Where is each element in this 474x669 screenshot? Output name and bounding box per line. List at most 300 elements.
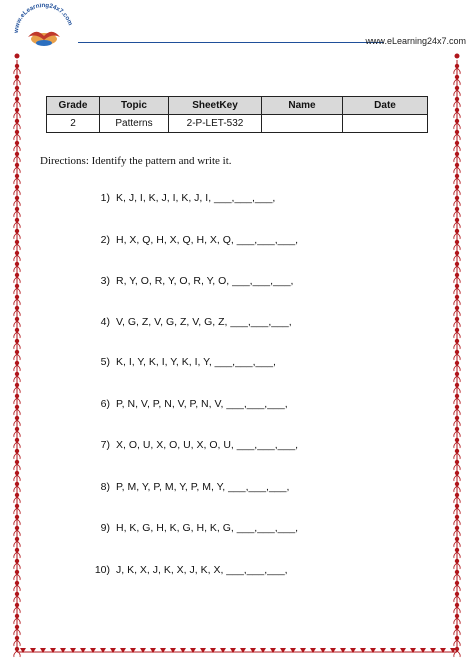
sheetkey-value: 2-P-LET-532 <box>169 115 262 133</box>
border-ornament <box>14 398 17 404</box>
border-ornament <box>454 332 457 338</box>
border-ornament <box>457 618 460 624</box>
border-ornament <box>17 123 20 129</box>
border-ornament <box>17 299 20 305</box>
question-text: K, J, I, K, J, I, K, J, I, ___,___,___, <box>116 192 276 204</box>
border-ornament <box>454 123 457 129</box>
border-ornament <box>457 420 460 426</box>
border-ornament <box>410 648 416 653</box>
elearning-logo <box>10 3 78 53</box>
border-ornament <box>14 134 17 140</box>
border-ornament <box>455 152 459 156</box>
border-ornament <box>454 288 457 294</box>
question-2 <box>80 234 298 246</box>
border-ornament <box>17 508 20 514</box>
svg-text:www.eLearning24x7.com <box>13 3 74 34</box>
border-ornament <box>40 648 46 653</box>
border-ornament <box>457 541 460 547</box>
border-ornament <box>457 574 460 580</box>
header-sheetkey: SheetKey <box>169 97 262 115</box>
border-ornament <box>17 486 20 492</box>
logo-icon <box>10 3 78 53</box>
border-ornament <box>455 570 459 574</box>
border-ornament <box>454 541 457 547</box>
border-ornament <box>150 648 156 653</box>
border-ornament <box>17 365 20 371</box>
border-ornament <box>440 648 446 653</box>
border-ornament <box>320 648 326 653</box>
border-ornament <box>455 614 459 618</box>
border-ornament <box>457 211 460 217</box>
border-ornament <box>17 409 20 415</box>
border-ornament <box>240 648 246 653</box>
date-field[interactable] <box>343 115 428 133</box>
border-ornament <box>457 244 460 250</box>
border-ornament <box>455 339 459 343</box>
border-ornament <box>17 200 20 206</box>
border-ornament <box>60 648 66 653</box>
border-ornament <box>14 486 17 492</box>
border-ornament <box>457 387 460 393</box>
border-ornament <box>14 343 17 349</box>
border-ornament <box>100 648 106 653</box>
border-ornament <box>17 156 20 162</box>
border-ornament <box>14 112 17 118</box>
border-ornament <box>455 504 459 508</box>
border-ornament <box>457 607 460 613</box>
question-text: P, N, V, P, N, V, P, N, V, ___,___,___, <box>116 398 288 410</box>
border-ornament <box>457 651 460 657</box>
border-ornament <box>455 240 459 244</box>
border-ornament <box>15 625 19 629</box>
border-ornament <box>14 574 17 580</box>
border-ornament <box>455 515 459 519</box>
border-ornament <box>110 648 116 653</box>
border-ornament <box>17 574 20 580</box>
border-ornament <box>14 563 17 569</box>
border-ornament <box>330 648 336 653</box>
border-ornament <box>14 585 17 591</box>
border-ornament <box>17 431 20 437</box>
border-ornament <box>14 332 17 338</box>
border-ornament <box>457 486 460 492</box>
border-ornament <box>455 97 459 101</box>
border-ornament <box>454 134 457 140</box>
border-ornament <box>17 343 20 349</box>
border-ornament <box>455 108 459 112</box>
border-ornament <box>350 648 356 653</box>
border-ornament <box>14 178 17 184</box>
border-ornament <box>15 273 19 277</box>
border-ornament <box>15 141 19 145</box>
border-ornament <box>455 196 459 200</box>
border-ornament <box>15 438 19 442</box>
question-number: 8) <box>100 481 110 493</box>
border-ornament <box>17 552 20 558</box>
border-ornament <box>170 648 176 653</box>
border-ornament <box>400 648 406 653</box>
border-ornament <box>17 178 20 184</box>
border-ornament <box>17 68 20 74</box>
border-ornament <box>457 409 460 415</box>
border-ornament <box>210 648 216 653</box>
border-ornament <box>17 629 20 635</box>
border-ornament <box>454 629 457 635</box>
border-ornament <box>454 376 457 382</box>
border-ornament <box>17 640 20 646</box>
border-ornament <box>454 310 457 316</box>
border-ornament <box>455 207 459 211</box>
border-ornament <box>15 64 19 68</box>
border-ornament <box>15 229 19 233</box>
border-ornament <box>140 648 146 653</box>
border-ornament <box>50 648 56 653</box>
border-ornament <box>14 222 17 228</box>
question-number: 2) <box>100 234 110 246</box>
border-ornament <box>454 112 457 118</box>
border-ornament <box>280 648 286 653</box>
border-ornament <box>454 519 457 525</box>
border-ornament <box>17 189 20 195</box>
question-number: 5) <box>100 356 110 368</box>
border-ornament <box>454 222 457 228</box>
border-ornament <box>455 361 459 365</box>
border-ornament <box>14 365 17 371</box>
border-ornament <box>454 475 457 481</box>
border-ornament <box>14 629 17 635</box>
border-ornament <box>454 596 457 602</box>
border-ornament <box>15 471 19 475</box>
border-ornament <box>455 251 459 255</box>
question-text: H, K, G, H, K, G, H, K, G, ___,___,___, <box>116 522 299 534</box>
border-ornament <box>190 648 196 653</box>
border-ornament <box>17 332 20 338</box>
border-ornament <box>454 486 457 492</box>
border-ornament <box>455 559 459 563</box>
border-ornament <box>17 607 20 613</box>
border-ornament <box>15 130 19 134</box>
border-ornament <box>455 471 459 475</box>
question-3 <box>80 275 293 287</box>
border-ornament <box>17 530 20 536</box>
border-ornament <box>455 350 459 354</box>
border-ornament <box>14 90 17 96</box>
border-ornament <box>14 387 17 393</box>
border-ornament <box>17 145 20 151</box>
border-ornament <box>17 167 20 173</box>
border-ornament <box>17 233 20 239</box>
question-7 <box>80 439 298 451</box>
border-ornament <box>15 548 19 552</box>
border-ornament <box>14 596 17 602</box>
border-ornament <box>455 372 459 376</box>
name-field[interactable] <box>262 115 343 133</box>
border-ornament <box>14 233 17 239</box>
border-ornament <box>14 530 17 536</box>
question-text: V, G, Z, V, G, Z, V, G, Z, ___,___,___, <box>116 316 292 328</box>
border-ornament <box>455 636 459 640</box>
border-ornament <box>17 618 20 624</box>
border-ornament <box>310 648 316 653</box>
grade-value: 2 <box>47 115 100 133</box>
border-ornament <box>15 537 19 541</box>
border-ornament <box>455 482 459 486</box>
border-ornament <box>454 354 457 360</box>
border-ornament <box>457 552 460 558</box>
border-ornament <box>14 651 17 657</box>
border-ornament <box>15 119 19 123</box>
border-ornament <box>455 130 459 134</box>
question-text: J, K, X, J, K, X, J, K, X, ___,___,___, <box>116 564 288 576</box>
border-ornament <box>454 178 457 184</box>
border-ornament <box>454 101 457 107</box>
border-ornament <box>457 530 460 536</box>
question-number: 3) <box>100 275 110 287</box>
border-ornament <box>457 178 460 184</box>
border-ornament <box>15 185 19 189</box>
border-ornament <box>457 288 460 294</box>
border-ornament <box>14 145 17 151</box>
border-ornament <box>15 416 19 420</box>
border-ornament <box>457 475 460 481</box>
border-ornament <box>14 288 17 294</box>
header-topic: Topic <box>100 97 169 115</box>
border-ornament <box>20 648 26 653</box>
border-ornament <box>250 648 256 653</box>
border-ornament <box>454 365 457 371</box>
border-ornament <box>15 614 19 618</box>
border-ornament <box>14 200 17 206</box>
border-ornament <box>454 607 457 613</box>
border-ornament <box>457 508 460 514</box>
border-ornament <box>17 398 20 404</box>
border-ornament <box>454 167 457 173</box>
question-text: H, X, Q, H, X, Q, H, X, Q, ___,___,___, <box>116 234 299 246</box>
border-ornament <box>454 409 457 415</box>
question-number: 6) <box>100 398 110 410</box>
border-ornament <box>457 585 460 591</box>
border-ornament <box>15 570 19 574</box>
border-ornament <box>220 648 226 653</box>
border-ornament <box>455 328 459 332</box>
question-number: 9) <box>100 522 110 534</box>
border-ornament <box>160 648 166 653</box>
border-ornament <box>455 493 459 497</box>
border-ornament <box>455 394 459 398</box>
border-ornament <box>17 222 20 228</box>
question-text: R, Y, O, R, Y, O, R, Y, O, ___,___,___, <box>116 275 294 287</box>
border-ornament <box>17 453 20 459</box>
border-ornament <box>457 376 460 382</box>
border-ornament <box>455 185 459 189</box>
border-ornament <box>14 420 17 426</box>
question-text: K, I, Y, K, I, Y, K, I, Y, ___,___,___, <box>116 356 276 368</box>
border-ornament <box>455 119 459 123</box>
border-ornament <box>17 90 20 96</box>
border-ornament <box>17 519 20 525</box>
border-ornament <box>457 519 460 525</box>
border-ornament <box>14 79 17 85</box>
border-ornament <box>17 387 20 393</box>
info-table-header-row <box>47 97 428 115</box>
border-ornament <box>454 299 457 305</box>
header-name: Name <box>262 97 343 115</box>
border-ornament <box>15 559 19 563</box>
border-ornament <box>454 145 457 151</box>
border-ornament <box>14 431 17 437</box>
question-number: 1) <box>100 192 110 204</box>
border-ornament <box>454 640 457 646</box>
border-ornament <box>15 592 19 596</box>
border-ornament <box>390 648 396 653</box>
topic-value: Patterns <box>100 115 169 133</box>
border-ornament <box>17 376 20 382</box>
border-ornament <box>455 603 459 607</box>
border-ornament <box>15 207 19 211</box>
question-6 <box>80 398 288 410</box>
border-ornament <box>14 442 17 448</box>
border-ornament <box>455 592 459 596</box>
border-ornament <box>457 90 460 96</box>
border-ornament <box>454 574 457 580</box>
border-ornament <box>14 497 17 503</box>
border-ornament <box>17 79 20 85</box>
border-ornament <box>457 79 460 85</box>
border-ornament <box>455 647 459 651</box>
border-ornament <box>457 321 460 327</box>
border-ornament <box>457 233 460 239</box>
border-ornament <box>455 383 459 387</box>
border-ornament <box>17 585 20 591</box>
border-ornament <box>455 54 460 59</box>
border-ornament <box>17 354 20 360</box>
border-ornament <box>180 648 186 653</box>
border-ornament <box>80 648 86 653</box>
border-ornament <box>457 640 460 646</box>
border-ornament <box>14 211 17 217</box>
border-ornament <box>454 464 457 470</box>
border-ornament <box>15 493 19 497</box>
border-ornament <box>15 427 19 431</box>
border-ornament <box>15 405 19 409</box>
border-ornament <box>14 277 17 283</box>
border-ornament <box>454 156 457 162</box>
border-ornament <box>454 431 457 437</box>
border-ornament <box>15 240 19 244</box>
border-ornament <box>15 284 19 288</box>
border-ornament <box>15 636 19 640</box>
border-ornament <box>15 339 19 343</box>
border-ornament <box>14 519 17 525</box>
border-ornament <box>457 222 460 228</box>
border-ornament <box>455 229 459 233</box>
border-ornament <box>455 317 459 321</box>
header-url: www.eLearning24x7.com <box>365 36 466 46</box>
border-ornament <box>14 541 17 547</box>
border-ornament <box>14 508 17 514</box>
border-ornament <box>457 112 460 118</box>
border-ornament <box>15 383 19 387</box>
border-ornament <box>14 552 17 558</box>
border-ornament <box>14 123 17 129</box>
border-ornament <box>454 68 457 74</box>
border-ornament <box>455 526 459 530</box>
border-ornament <box>15 97 19 101</box>
border-ornament <box>17 255 20 261</box>
border-ornament <box>30 648 36 653</box>
border-ornament <box>454 233 457 239</box>
border-ornament <box>454 211 457 217</box>
border-ornament <box>70 648 76 653</box>
border-ornament <box>15 372 19 376</box>
border-ornament <box>15 581 19 585</box>
border-ornament <box>454 563 457 569</box>
question-number: 4) <box>100 316 110 328</box>
border-ornament <box>15 317 19 321</box>
border-ornament <box>14 68 17 74</box>
border-ornament <box>17 475 20 481</box>
border-ornament <box>454 442 457 448</box>
header-date: Date <box>343 97 428 115</box>
border-ornament <box>455 548 459 552</box>
border-ornament <box>455 438 459 442</box>
border-ornament <box>17 464 20 470</box>
border-ornament <box>15 196 19 200</box>
border-ornament <box>260 648 266 653</box>
border-ornament <box>457 299 460 305</box>
border-ornament <box>454 508 457 514</box>
border-ornament <box>15 54 20 59</box>
border-ornament <box>14 475 17 481</box>
border-ornament <box>457 453 460 459</box>
border-ornament <box>14 453 17 459</box>
border-ornament <box>455 86 459 90</box>
border-ornament <box>17 442 20 448</box>
border-ornament <box>17 101 20 107</box>
border-ornament <box>14 354 17 360</box>
border-ornament <box>15 218 19 222</box>
border-ornament <box>454 277 457 283</box>
border-ornament <box>457 398 460 404</box>
question-1 <box>80 192 275 204</box>
border-ornament <box>14 266 17 272</box>
border-ornament <box>15 262 19 266</box>
border-ornament <box>457 464 460 470</box>
border-ornament <box>430 648 436 653</box>
border-ornament <box>15 306 19 310</box>
header-grade: Grade <box>47 97 100 115</box>
border-ornament <box>17 211 20 217</box>
border-ornament <box>15 75 19 79</box>
border-ornament <box>14 156 17 162</box>
border-ornament <box>14 409 17 415</box>
border-ornament <box>360 648 366 653</box>
border-ornament <box>454 244 457 250</box>
border-ornament <box>454 398 457 404</box>
border-ornament <box>230 648 236 653</box>
border-ornament <box>454 585 457 591</box>
border-ornament <box>455 449 459 453</box>
border-ornament <box>15 295 19 299</box>
question-9 <box>80 522 298 534</box>
border-ornament <box>17 244 20 250</box>
border-ornament <box>455 273 459 277</box>
border-ornament <box>15 460 19 464</box>
border-ornament <box>290 648 296 653</box>
border-ornament <box>457 156 460 162</box>
border-ornament <box>15 251 19 255</box>
border-ornament <box>17 266 20 272</box>
